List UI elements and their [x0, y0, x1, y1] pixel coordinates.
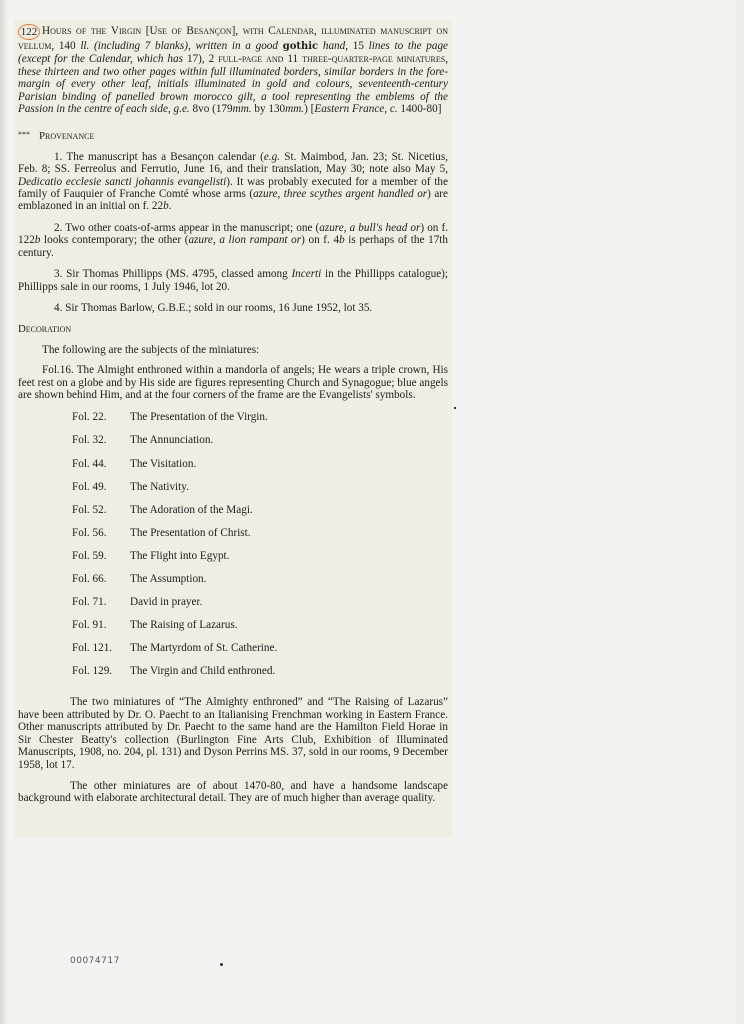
folio-number: Fol. 49. — [72, 480, 107, 493]
origin-date: 1400-80] — [397, 103, 442, 116]
lot-number-circled: 122 — [18, 24, 40, 40]
miniature-row — [18, 642, 448, 665]
folio-number: Fol. 52. — [72, 503, 107, 516]
miniature-row — [18, 527, 448, 550]
miniature-subject: The Presentation of Christ. — [130, 526, 251, 539]
miniature-row — [18, 434, 448, 457]
leaf-count: 140 — [54, 40, 81, 52]
miniature-subject: The Raising of Lazarus. — [130, 619, 238, 632]
decoration-title: Decoration — [18, 323, 72, 336]
folio-number: Fol. 44. — [72, 457, 107, 470]
folio-number: Fol. 129. — [72, 665, 113, 678]
provenance-heading — [18, 129, 448, 142]
miniature-count: 11 — [283, 53, 303, 66]
stray-tick — [454, 407, 456, 409]
stray-mark — [220, 963, 223, 966]
decoration-intro: The following are the subjects of the miniatures: — [42, 343, 260, 356]
miniature-subject: The Adoration of the Magi. — [130, 503, 253, 516]
fullpage-note: full-page and — [218, 53, 284, 66]
lines-note: lines to the page (except for the Calendar, which has — [18, 40, 449, 66]
blanks-note: (including 7 blanks), written in a good — [89, 40, 283, 52]
provenance-item-3: 3. Sir Thomas Phillipps (MS. 4795, classed among Incerti in the Phillipps catalogue); Phillipps sale in our rooms, 1 July 1946, lot 20. — [18, 268, 448, 293]
miniature-subject: The Virgin and Child enthroned. — [130, 665, 276, 678]
miniature-row — [18, 665, 448, 688]
miniature-subject: The Martyrdom of St. Catherine. — [130, 642, 278, 655]
miniature-subject: David in prayer. — [130, 596, 203, 609]
format-size: 8vo (179 — [189, 103, 233, 116]
leaves-abbr: ll. — [80, 40, 90, 52]
miniature-row — [18, 481, 448, 504]
decoration-heading — [18, 323, 448, 335]
threequarter-note: three-quarter-page miniatures, — [302, 53, 448, 66]
mm-unit-2: mm. — [285, 103, 305, 116]
folio-number: Fol. 22. — [72, 411, 107, 424]
folio-number: Fol. 56. — [72, 526, 107, 539]
miniature-row — [18, 619, 448, 642]
handwritten-inventory-number: 00074717 — [70, 956, 120, 966]
lines-count: 15 — [348, 40, 369, 52]
attribution-paragraph: The two miniatures of “The Almighty enthroned” and “The Raising of Lazarus” have been attributed by Dr. O. Paecht to an Italianising Frenchman working in Eastern France. Other manuscripts attributed by Dr. Paecht to the same hand are the Hamilton Field Horae in Sir Chester Beatty's collection (Burlington Fine Arts Club, Exhibition of Illuminated Manuscripts, 1908, no. 204, pl. 131) and Dyson Perrins MS. 37, sold in our rooms, 9 December 1958, lot 17. — [18, 696, 448, 771]
size-by: by 130 — [251, 103, 286, 116]
miniature-row — [18, 504, 448, 527]
miniature-row — [18, 573, 448, 596]
miniature-subject: The Presentation of the Virgin. — [130, 411, 268, 424]
quality-paragraph: The other miniatures are of about 1470-80, and have a handsome landscape background with elaborate architectural detail. They are of much higher than average quality. — [18, 779, 448, 805]
origin-place: Eastern France, c. — [314, 103, 398, 116]
mm-unit-1: mm. — [232, 103, 252, 116]
hand-word: hand, — [318, 40, 349, 52]
folio-number: Fol. 59. — [72, 549, 107, 562]
miniature-row — [18, 458, 448, 481]
asterism-icon: * * * — [18, 130, 29, 140]
provenance-item-2: 2. Two other coats-of-arms appear in the manuscript; one (azure, a bull's head or) on f. 122b looks contemporary; the other (azure, a lion rampant or) on f. 4b is perhaps of the 17th century. — [18, 221, 449, 259]
binding-description: these thirteen and two other pages within full illuminated borders, similar borders in the fore-margin of every other leaf, initials illuminated in gold and colours, seventeenth-century Parisian binding of panelled brown morocco gilt, a tool representing the emblems of the Passion in the centre of each side, g.e. — [18, 65, 448, 116]
miniature-row — [18, 411, 448, 434]
folio-number: Fol. 32. — [72, 434, 107, 447]
folio-number: Fol. 71. — [72, 596, 107, 609]
miniature-subject: The Flight into Egypt. — [130, 549, 230, 562]
miniature-row — [18, 596, 448, 619]
scan-left-shadow — [0, 0, 8, 1024]
miniature-subject: The Annunciation. — [130, 434, 214, 447]
miniature-list — [18, 411, 448, 688]
calendar-lines: 17), 2 — [182, 53, 219, 66]
miniature-subject: The Visitation. — [130, 457, 197, 470]
provenance-item-1: 1. The manuscript has a Besançon calendar (e.g. St. Maimbod, Jan. 23; St. Nicetius, Feb. 8; SS. Ferreolus and Ferrutio, June 16, and their translation, May 30; note also May 5, Dedicatio ecclesie sancti johannis evangelisti). It was probably executed for a member of the family of Fauquier of Franche Comté whose arms (azure, three scythes argent handled or) are emblazoned in an initial on f. 22b. — [18, 150, 449, 213]
size-close: ) [ — [304, 103, 315, 116]
catalogue-text — [18, 24, 448, 814]
gothic-word: gothic — [282, 41, 319, 52]
lot-description — [18, 24, 448, 115]
lot-title: Hours of the Virgin [Use of Besançon], with Calendar, illuminated manuscript on vellum, — [18, 25, 448, 52]
folio-number: Fol. 66. — [72, 573, 107, 585]
miniature-row — [18, 550, 448, 573]
folio-number: Fol. 91. — [72, 619, 107, 632]
provenance-title: Provenance — [39, 130, 95, 143]
folio-number: Fol. 121. — [72, 642, 113, 655]
miniature-subject: The Assumption. — [130, 573, 207, 585]
miniature-subject: The Nativity. — [130, 480, 189, 493]
fol16-description: Fol.16. The Almight enthroned within a mandorla of angels; He wears a triple crown, His feet rest on a globe and by His side are figures representing Church and Synagogue; blue angels are shown behind Him, and at the four corners of the frame are the Evangelists' symbols. — [18, 364, 448, 401]
scan-right-edge — [736, 0, 744, 1024]
provenance-item-4: 4. Sir Thomas Barlow, G.B.E.; sold in our rooms, 16 June 1952, lot 35. — [54, 301, 373, 314]
